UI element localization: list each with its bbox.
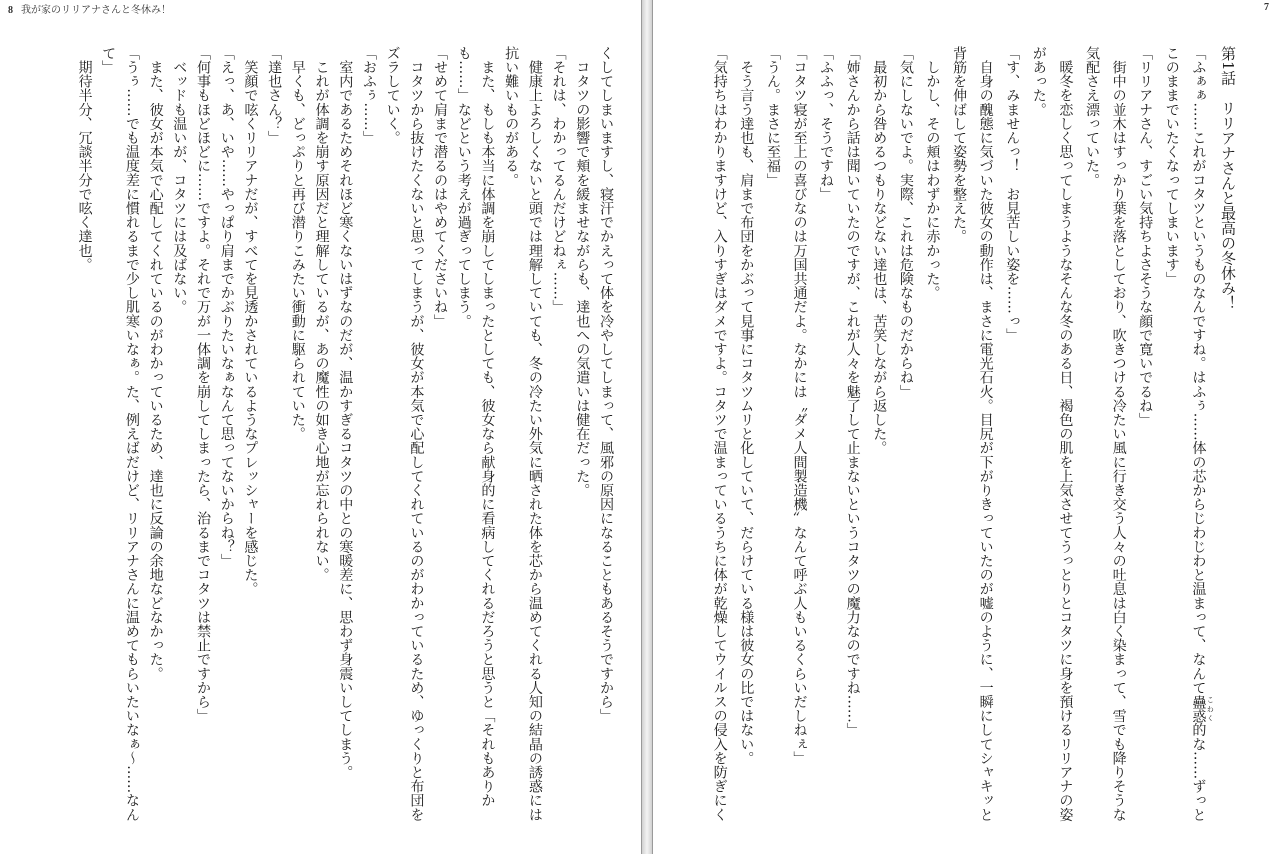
text-column: このままでいたくなってしまいます」 (1163, 46, 1180, 286)
text-column: 「それは、わかってるんだけどねぇ……」 (550, 46, 567, 314)
right-page (652, 0, 1280, 854)
text-column: 抗い難いものがある。 (503, 46, 520, 187)
text-column: 背筋を伸ばして姿勢を整えた。 (951, 46, 968, 244)
text-column: コタツの影響で頬を緩ませながらも、達也への気遣いは健在だった。 (574, 46, 591, 498)
text-column: また、彼女が本気で心配してくれているのがわかっているため、達也に反論の余地などなかった。 (147, 46, 164, 681)
text-column: 「うぅ……でも温度差に慣れるまで少し肌寒いなぁ。た、例えばだけど、リリアナさんに温めてもらいたいなぁ～……なん (123, 46, 140, 822)
text-column: 「うん。まさに至福」 (764, 46, 781, 187)
text-column: があった。 (1030, 46, 1047, 117)
text-column: ベッドも温いが、コタツには及ばない。 (171, 46, 188, 314)
text-column: 「おふぅ……」 (360, 46, 377, 145)
text-column: 「何事もほどほどに……ですよ。それで万が一体調を崩してしまったら、治るまでコタツは禁止ですから」 (195, 46, 212, 723)
text-column: 「姉さんから話は聞いていたのですが、これが人々を魅了して止まないというコタツの魔力なのですね……」 (844, 46, 861, 737)
text-column (1185, 46, 1215, 826)
text-column: も……」などという考えが過ぎってしまう。 (455, 46, 472, 328)
body-text (706, 46, 1241, 826)
text-column: 「気持ちはわかりますけど、入りすぎはダメですよ。コタツで温まっているうちに体が乾燥してウイルスの侵入を防ぎにく (711, 46, 728, 822)
chapter-title: 第1話 リリアナさんと最高の冬休み！ (1219, 46, 1237, 311)
text-column: て」 (100, 46, 117, 75)
page-number: 8 (8, 5, 13, 16)
text-column: コタツから抜けたくないと思ってしまうが、彼女が本気で心配してくれているのがわかっているため、ゆっくりと布団を (408, 46, 425, 822)
text-column: 「えっ、あ、いや……やっぱり肩までかぶりたいなぁなんて思ってないからね？」 (218, 46, 235, 568)
body-text (72, 46, 617, 826)
text-column: 「リリアナさん、すごい気持ちよさそうな顔で寛いでるね」 (1137, 46, 1154, 427)
text-column: そう言う達也も、肩まで布団をかぶって見事にコタツムリと化していて、だらけている様は彼女の比ではない。 (738, 46, 755, 766)
ruby-reading: こわく (1206, 694, 1215, 723)
ruby-base: 蠱惑 (1190, 694, 1207, 723)
text-column: 自身の醜態に気づいた彼女の動作は、まさに電光石火。目尻が下がりきっていたのが嘘のように、一瞬にしてシャキッと (977, 46, 994, 822)
text-column: 笑顔で呟くリリアナだが、すべてを見透かされているようなプレッシャーを感じた。 (242, 46, 259, 596)
text-column: また、もしも本当に体調を崩してしまったとしても、彼女なら献身的に看病してくれるだろうと思うと「それもありか (479, 46, 496, 808)
text-column: これが体調を崩す原因だと理解しているが、あの魔性の如き心地が忘れられない。 (313, 46, 330, 582)
page-number: 7 (1264, 2, 1269, 13)
running-head (8, 1, 171, 16)
text-column: しかし、その頬はわずかに赤かった。 (924, 46, 941, 300)
text-column: 気配さえ漂っていた。 (1084, 46, 1101, 187)
text-column: 健康上よろしくないと頭では理解していても、冬の冷たい外気に晒された体を芯から温めてくれる人知の結晶の誘惑には (526, 46, 543, 822)
text-column: 暖冬を恋しく思ってしまうようなそんな冬のある日、褐色の肌を上気させてうっとりとコタツに身を預けるリリアナの姿 (1057, 46, 1074, 822)
text-segment: 的な……ずっと (1190, 722, 1207, 822)
text-column: 「す、みませんっ！ お見苦しい姿を……っ」 (1004, 46, 1021, 343)
text-column: 街中の並木はすっかり葉を落としており、吹きつける冷たい風に行き交う人々の吐息は白く染まって、雪でも降りそうな (1110, 46, 1127, 822)
text-column: 「達也さん？」 (266, 46, 283, 145)
running-head-title: 我が家のリリアナさんと冬休み！ (21, 5, 171, 16)
text-column: くしてしまいますし、寝汗でかえって体を冷やしてしまって、風邪の原因になることもあるそうですから」 (598, 46, 614, 723)
text-column: 室内であるためそれほど寒くないはずなのだが、温かすぎるコタツの中との寒暖差に、思わず身震いしてしまう。 (337, 46, 354, 780)
text-column: 「せめて肩まで潜るのはやめてくださいね」 (432, 46, 449, 328)
text-column: 期待半分、冗談半分で呟く達也。 (76, 46, 93, 272)
book-gutter (642, 0, 652, 854)
text-column: 早くも、どっぷりと再び潜りこみたい衝動に駆られていた。 (289, 46, 306, 441)
ruby-annotation (1190, 694, 1215, 723)
text-column: 「ふふっ、そうですね」 (818, 46, 835, 202)
text-column: 最初から咎めるつもりなどない達也は、苦笑しながら返した。 (871, 46, 888, 455)
text-column: 「コタツ寝が至上の喜びなのは万国共通だよ。なかには〝ダメ人間製造機〟なんて呼ぶ人もいるくらいだしねぇ」 (791, 46, 808, 766)
text-column: 「気にしないでよ。実際、これは危険なものだからね」 (897, 46, 914, 399)
text-column: ズラしていく。 (384, 46, 401, 145)
text-segment: 「ふぁぁ……これがコタツというものなんですね。はふぅ……体の芯からじわじわと温まって、なんて (1190, 46, 1207, 695)
